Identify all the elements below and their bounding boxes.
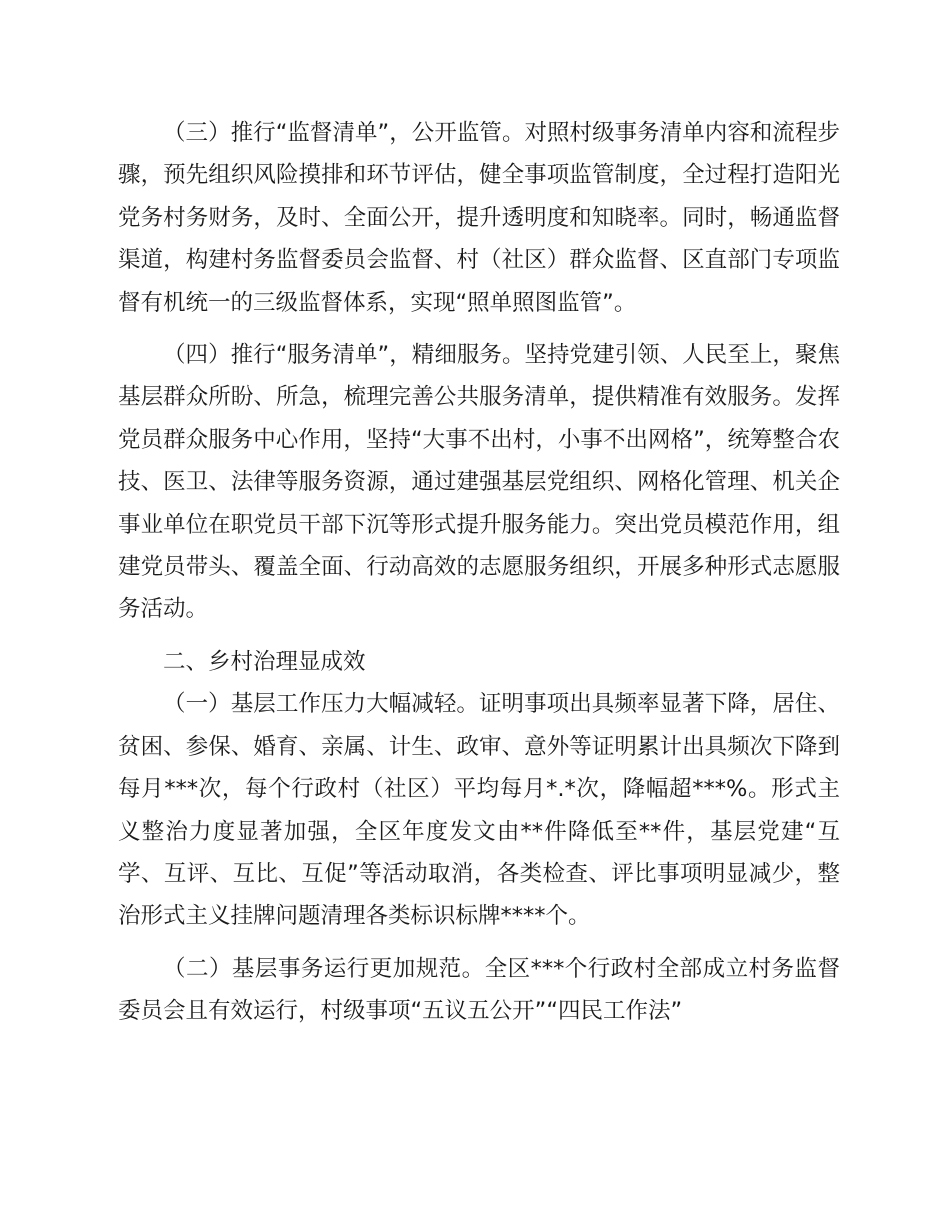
paragraph-service-list: （四）推行“服务清单”，精细服务。坚持党建引领、人民至上，聚焦基层群众所盼、所急，梳理完善公共服务清单，提供精准有效服务。发挥党员群众服务中心作用，坚持“大事不出村，小事不出网格”，统筹整合农技、医卫、法律等服务资源，通过建强基层党组织、网格化管理、机关企事业单位在职党员干部下沉等形式提升服务能力。突出党员模范作用，组建党员带头、覆盖全面、行动高效的志愿服务组织，开展多种形式志愿服务活动。	[118, 342, 840, 623]
paragraph-supervision-list: （三）推行“监督清单”，公开监管。对照村级事务清单内容和流程步骤，预先组织风险摸排和环节评估，健全事项监管制度，全过程打造阳光党务村务财务，及时、全面公开，提升透明度和知晓率。同时，畅通监督渠道，构建村务监督委员会监督、村（社区）群众监督、区直部门专项监督有机统一的三级监督体系，实现“照单照图监管”。	[118, 120, 840, 316]
paragraph-pressure-reduced: （一）基层工作压力大幅减轻。证明事项出具频率显著下降，居住、贫困、参保、婚育、亲属、计生、政审、意外等证明累计出具频次下降到每月***次，每个行政村（社区）平均每月*.*次，降幅超***%。形式主义整治力度显著加强，全区年度发文由**件降低至**件，基层党建“互学、互评、互比、互促”等活动取消，各类检查、评比事项明显减少，整治形式主义挂牌问题清理各类标识标牌****个。	[118, 691, 840, 930]
paragraph-affairs-standardized: （二）基层事务运行更加规范。全区***个行政村全部成立村务监督委员会且有效运行，村级事项“五议五公开”“四民工作法”	[118, 955, 840, 1025]
document-page	[118, 112, 840, 1033]
section-heading: 二、乡村治理显成效	[163, 648, 366, 675]
